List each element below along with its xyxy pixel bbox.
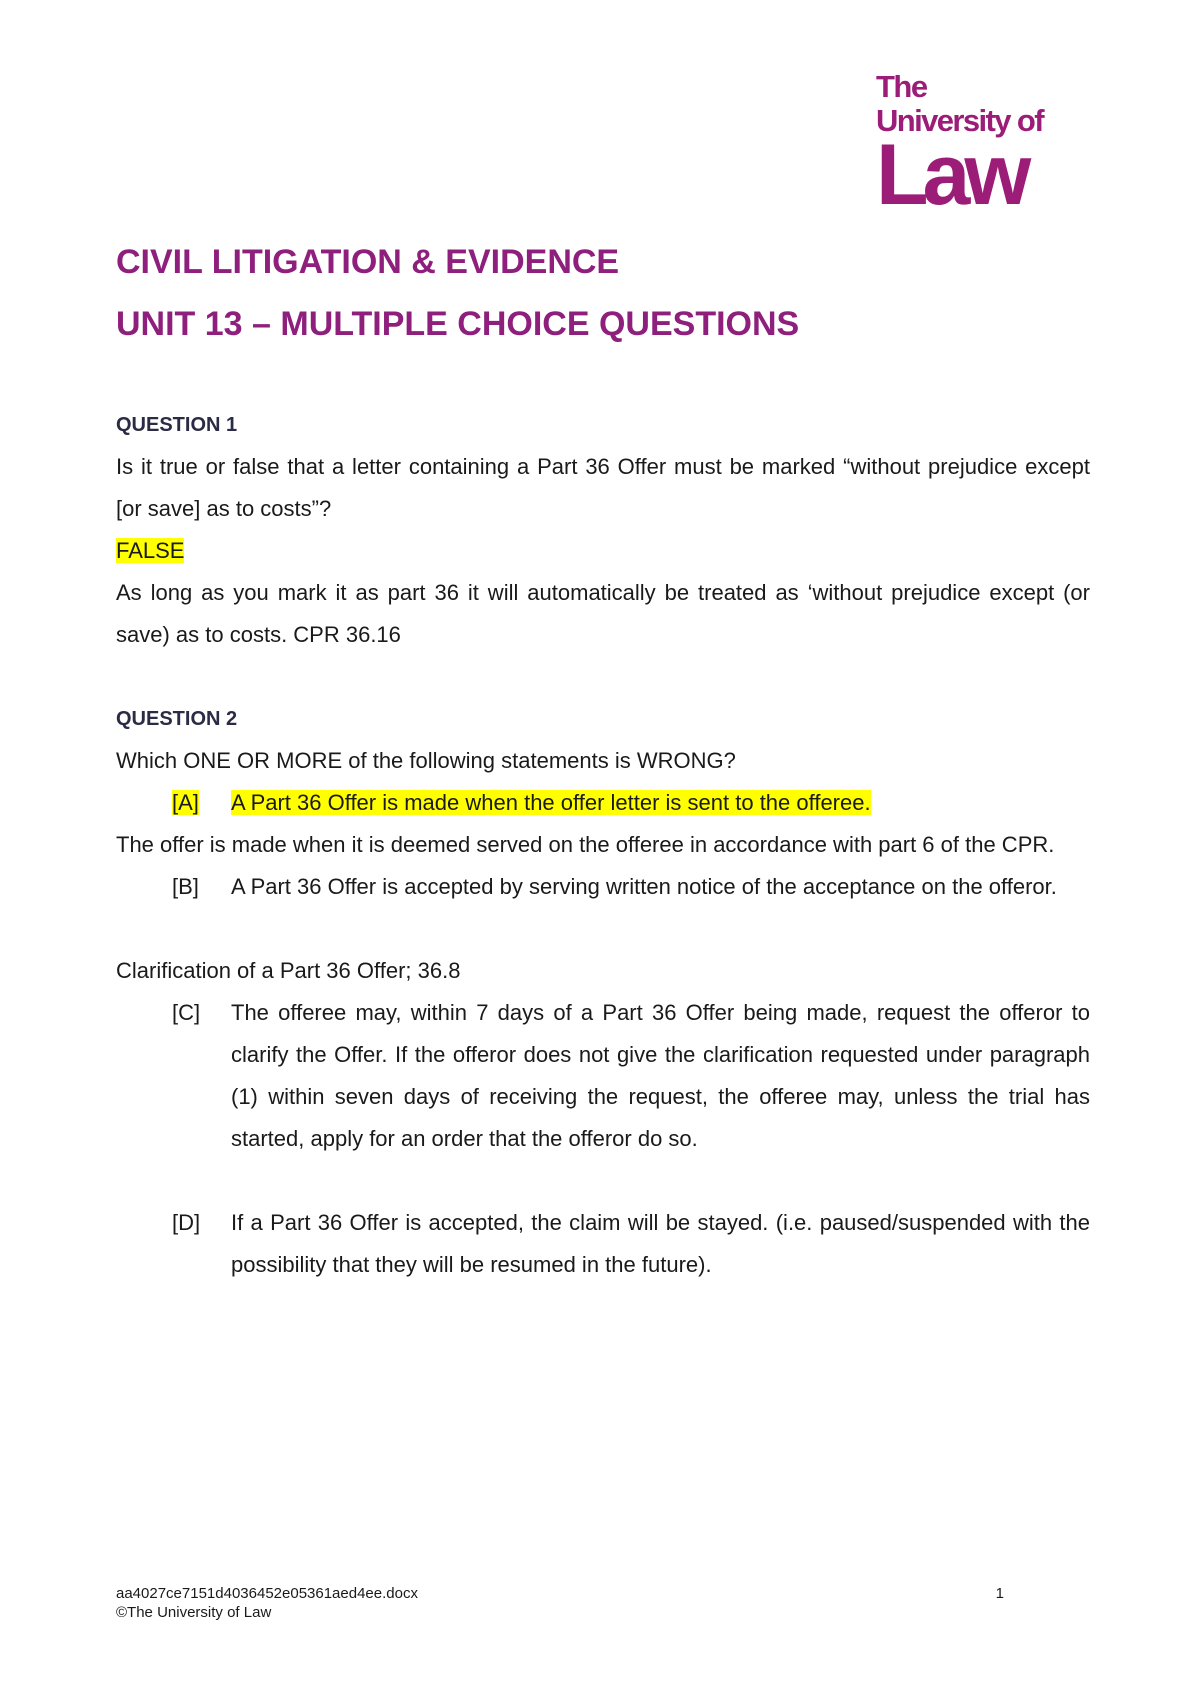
page-footer bbox=[116, 1584, 1004, 1622]
logo-line-university: University of bbox=[876, 103, 1043, 138]
option-a-text: A Part 36 Offer is made when the offer letter is sent to the offeree. bbox=[231, 790, 871, 815]
university-of-law-logo bbox=[876, 69, 1056, 223]
spacer bbox=[116, 656, 1090, 698]
clarification-note: Clarification of a Part 36 Offer; 36.8 bbox=[116, 958, 461, 983]
option-a bbox=[116, 782, 1090, 824]
question-1-heading: QUESTION 1 bbox=[116, 414, 238, 436]
option-c-text: The offeree may, within 7 days of a Part 36 Offer being made, request the offeror to clarify the Offer. If the offeror does not give the clarification requested under paragraph (1) within seven days of receiving the request, the offeree may, unless the trial has started, apply for an order that the offeror do so. bbox=[231, 1000, 1090, 1151]
question-1-answer-line bbox=[116, 530, 1090, 572]
question-1-text: Is it true or false that a letter containing a Part 36 Offer must be marked “without prejudice except [or save] as to costs”? bbox=[116, 454, 1090, 521]
option-b-text: A Part 36 Offer is accepted by serving written notice of the acceptance on the offeror. bbox=[231, 874, 1057, 899]
document-subtitle: UNIT 13 – MULTIPLE CHOICE QUESTIONS bbox=[116, 305, 800, 343]
option-d-text: If a Part 36 Offer is accepted, the claim will be stayed. (i.e. paused/suspended with the possibility that they will be resumed in the future). bbox=[231, 1210, 1090, 1277]
document-body bbox=[116, 404, 1090, 1286]
footer-page-number: 1 bbox=[995, 1585, 1004, 1602]
question-2-text: Which ONE OR MORE of the following statements is WRONG? bbox=[116, 748, 736, 773]
option-a-letter bbox=[172, 782, 231, 824]
document-title: CIVIL LITIGATION & EVIDENCE bbox=[116, 243, 620, 281]
option-a-letter-text: [A] bbox=[172, 790, 199, 815]
option-c-letter: [C] bbox=[172, 1000, 201, 1025]
question-2-heading: QUESTION 2 bbox=[116, 708, 238, 730]
option-b bbox=[116, 866, 1090, 908]
footer-row bbox=[116, 1584, 1004, 1603]
option-b-letter: [B] bbox=[172, 874, 199, 899]
question-1-explanation: As long as you mark it as part 36 it will automatically be treated as ‘without prejudice except (or save) as to costs. CPR 36.16 bbox=[116, 580, 1090, 647]
spacer bbox=[116, 1160, 1090, 1202]
option-a-body bbox=[231, 782, 1090, 824]
option-c bbox=[116, 992, 1090, 1160]
footer-filename: aa4027ce7151d4036452e05361aed4ee.docx bbox=[116, 1585, 418, 1602]
option-a-note: The offer is made when it is deemed served on the offeree in accordance with part 6 of the CPR. bbox=[116, 832, 1055, 857]
option-d bbox=[116, 1202, 1090, 1286]
footer-copyright: ©The University of Law bbox=[116, 1604, 272, 1621]
logo-line-the: The bbox=[876, 69, 927, 104]
question-1-answer: FALSE bbox=[116, 538, 185, 563]
logo-line-law: Law bbox=[876, 127, 1026, 223]
option-d-letter: [D] bbox=[172, 1210, 201, 1235]
spacer bbox=[116, 908, 1090, 950]
